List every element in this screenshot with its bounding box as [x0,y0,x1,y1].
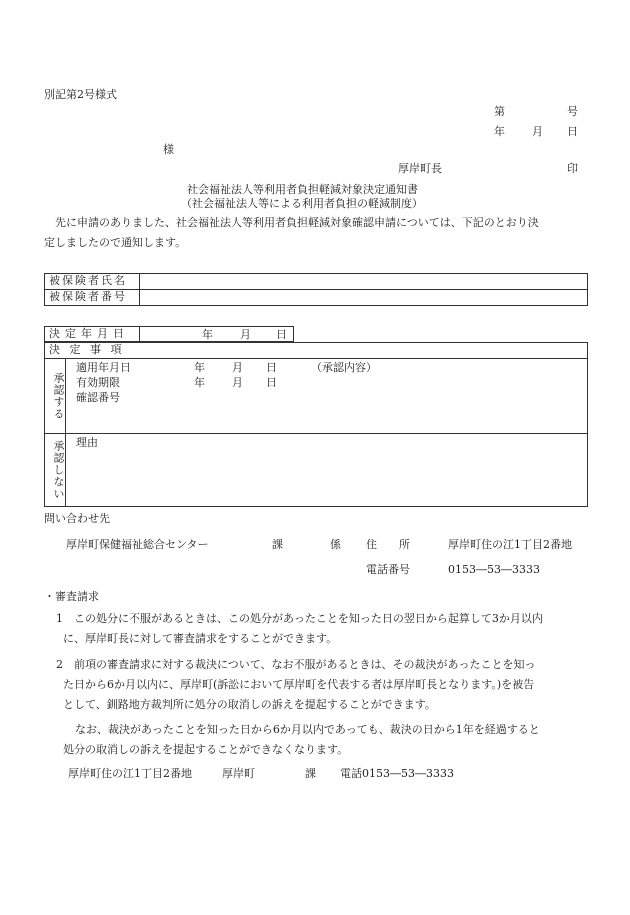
decision-items-table [44,342,588,507]
contact-phone: 0153―53―3333 [448,563,540,576]
decision-date-year: 年 [202,328,213,341]
contact-phone-label: 電話番号 [366,563,410,576]
review-note-line2: 処分の取消しの訴えを提起することができなくなります。 [63,743,349,756]
footer-town: 厚岸町 [222,767,255,780]
decision-date-value [140,327,294,342]
insured-name-label: 被保険者氏名 [45,274,140,290]
review-item2-line3: として、釧路地方裁判所に処分の取消しの訴えを提起することができます。 [63,698,436,711]
footer-section: 課 [305,767,316,780]
review-item1-line2: に、厚岸町長に対して審査請求をすることができます。 [63,632,338,645]
contact-address-label: 住 所 [366,538,410,551]
contact-heading: 問い合わせ先 [44,512,110,525]
number-prefix: 第 [494,105,505,118]
review-note-line1: なお、裁決があったことを知った日から6か月以内であっても、裁決の日から1年を経過すると [75,723,540,736]
insured-name-value [140,274,588,290]
valid-period-month: 月 [232,376,243,389]
decision-date-day: 日 [276,328,287,341]
reject-label: 承認しない [45,434,66,507]
footer-phone: 電話0153―53―3333 [340,767,454,780]
review-item1-line1: 1 この処分に不服があるときは、この処分があったことを知った日の翌日から起算して3か月以内 [56,612,543,625]
decision-date-month: 月 [240,328,251,341]
valid-period-label: 有効期限 [76,376,120,389]
insured-number-value [140,290,588,306]
seal-mark: 印 [567,162,578,175]
apply-date-label: 適用年月日 [76,361,131,374]
confirm-number-label: 確認番号 [76,391,120,404]
decision-date-label: 決定年月日 [45,327,140,342]
valid-period-day: 日 [266,376,277,389]
decision-items-label: 決 定 事 項 [45,343,588,359]
date-month: 月 [532,125,543,138]
document-title: 社会福祉法人等利用者負担軽減対象決定通知書 [187,183,418,196]
form-label: 別記第2号様式 [44,88,117,101]
intro-line-1: 先に申請のありました、社会福祉法人等利用者負担軽減対象確認申請については、下記のとおり決 [55,216,539,229]
review-item2-line2: た日から6か月以内に、厚岸町(訴訟において厚岸町を代表する者は厚岸町長となります。)を被告 [63,678,535,691]
approve-label: 承認する [45,359,66,434]
contact-subsection: 係 [330,538,341,551]
review-item2-line1: 2 前項の審査請求に対する裁決について、なお不服があるときは、その裁決があったことを知っ [56,658,536,671]
recipient-suffix: 様 [163,143,174,156]
contact-address: 厚岸町住の江1丁目2番地 [448,538,572,551]
approval-content-label: （承認内容） [311,361,377,374]
reject-reason-cell [66,434,588,507]
decision-date-table [44,326,294,342]
valid-period-year: 年 [194,376,205,389]
date-year: 年 [494,125,505,138]
contact-center: 厚岸町保健福祉総合センター [66,538,209,551]
insured-table [44,273,588,306]
apply-date-year: 年 [194,361,205,374]
number-suffix: 号 [567,105,578,118]
apply-date-month: 月 [232,361,243,374]
approve-content-cell [66,359,588,434]
review-heading: ・審査請求 [44,590,99,603]
reason-label: 理由 [76,436,98,449]
intro-line-2: 定しましたので通知します。 [44,236,187,249]
insured-number-label: 被保険者番号 [45,290,140,306]
contact-section: 課 [272,538,283,551]
document-subtitle: （社会福祉法人等による利用者負担の軽減制度） [181,197,423,210]
date-day: 日 [567,125,578,138]
issuer: 厚岸町長 [398,162,442,175]
apply-date-day: 日 [266,361,277,374]
footer-address: 厚岸町住の江1丁目2番地 [68,767,192,780]
